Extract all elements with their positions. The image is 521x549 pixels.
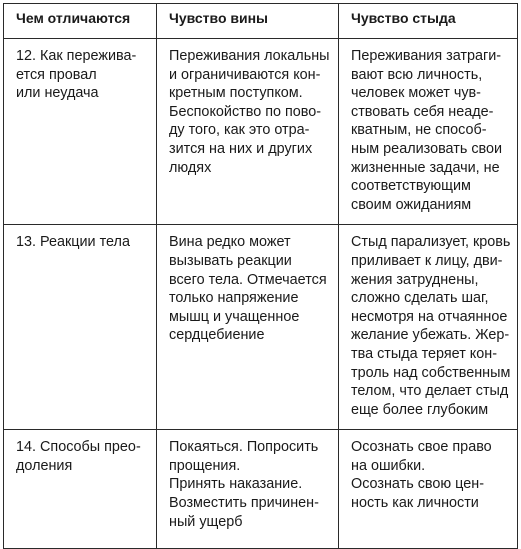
cell-line: телом, что делает стыд [351,383,509,400]
cell-line: прощения. [169,457,241,474]
shame-cell [339,225,518,430]
cell-line: кретным поступком. [169,85,303,102]
table-row [4,39,518,225]
cell-line: Переживания локальны [169,48,330,64]
cell-line: и ограничиваются кон- [169,66,321,83]
comparison-table [3,3,518,549]
cell-line: жения затруднены, [351,271,479,288]
cell-line: человек может чув- [351,85,481,102]
cell-line: Осознать свое право [351,439,492,456]
cell-line: Возместить причинен- [169,495,319,512]
cell-line: мышц и учащенное [169,308,300,325]
guilt-cell [157,225,339,430]
cell-line: желание убежать. Жер- [351,327,510,344]
cell-line: или неудача [16,85,99,102]
cell-line: тва стыда теряет кон- [351,345,497,362]
cell-line: Переживания затраги- [351,48,502,64]
cell-line: 14. Способы прео- [16,439,141,456]
table-row [4,225,518,430]
cell-line: только напряжение [169,290,299,307]
cell-line: кватным, не способ- [351,122,487,139]
cell-line: несмотря на отчаянное [351,308,508,325]
cell-line: вызывать реакции [169,252,292,269]
header-criterion: Чем отличаются [4,4,157,39]
cell-line: Беспокойство по пово- [169,103,322,120]
cell-line: 12. Как пережива- [16,48,137,64]
cell-line: ным реализовать свои [351,140,503,157]
cell-line: вают всю личность, [351,66,483,83]
cell-line: людях [169,159,212,176]
header-guilt: Чувство вины [157,4,339,39]
guilt-cell [157,430,339,549]
table-row [4,430,518,549]
cell-line: ствовать себя неаде- [351,103,494,120]
cell-line: еще более глубоким [351,401,489,418]
cell-line: Стыд парализует, кровь [351,234,511,251]
criterion-cell [4,39,157,225]
shame-cell [339,430,518,549]
cell-line: ный ущерб [169,513,243,530]
cell-line: сложно сделать шаг, [351,290,489,307]
cell-line: Вина редко может [169,234,291,251]
cell-line: троль над собственным [351,364,511,381]
header-shame: Чувство стыда [339,4,518,39]
cell-line: зится на них и других [169,140,313,157]
cell-line: ду того, как это отра- [169,122,310,139]
cell-line: Покаяться. Попросить [169,439,319,456]
criterion-cell [4,430,157,549]
cell-line: Принять наказание. [169,476,303,493]
cell-line: на ошибки. [351,457,426,474]
cell-line: жизненные задачи, не [351,159,500,176]
shame-cell [339,39,518,225]
table-header-row [4,4,518,39]
cell-line: доления [16,457,73,474]
cell-line: 13. Реакции тела [16,234,130,251]
cell-line: ность как личности [351,495,479,512]
cell-line: Осознать свою цен- [351,476,485,493]
cell-line: сердцебиение [169,327,265,344]
cell-line: ется провал [16,66,97,83]
guilt-cell [157,39,339,225]
cell-line: приливает к лицу, дви- [351,252,503,269]
cell-line: своим ожиданиям [351,196,472,213]
cell-line: всего тела. Отмечается [169,271,327,288]
criterion-cell [4,225,157,430]
cell-line: соответствующим [351,178,471,195]
